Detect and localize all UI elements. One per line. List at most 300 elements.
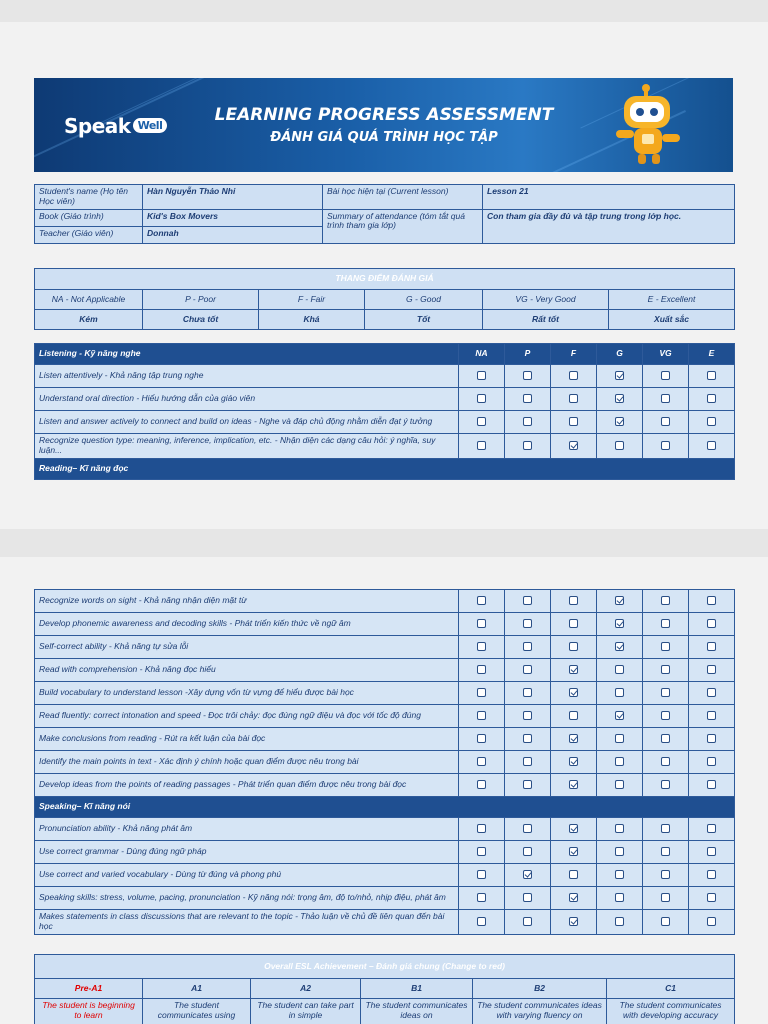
- rating-checkbox[interactable]: [477, 870, 486, 879]
- rating-cell: [551, 613, 597, 636]
- rating-cell: [505, 864, 551, 887]
- rating-checkbox[interactable]: [569, 824, 578, 833]
- skill-label: Listen attentively - Khả năng tập trung nghe: [35, 365, 459, 388]
- rating-checkbox[interactable]: [569, 441, 578, 450]
- rating-checkbox[interactable]: [615, 665, 624, 674]
- skill-row: [35, 910, 735, 935]
- skill-label: Identify the main points in text - Xác định ý chính hoặc quan điểm được nêu trong bài: [35, 751, 459, 774]
- rating-checkbox[interactable]: [569, 917, 578, 926]
- rating-checkbox[interactable]: [615, 619, 624, 628]
- level-a1[interactable]: A1: [143, 979, 251, 999]
- skill-label: Build vocabulary to understand lesson -Xây dựng vốn từ vựng để hiểu được bài học: [35, 682, 459, 705]
- rating-cell: [459, 636, 505, 659]
- rating-column-header: F: [551, 344, 597, 365]
- level-description: The student communicates with developing accuracy: [607, 999, 735, 1024]
- rating-cell: [597, 751, 643, 774]
- rating-cell: [689, 751, 735, 774]
- rating-checkbox[interactable]: [661, 870, 670, 879]
- rating-cell: [459, 910, 505, 935]
- rating-checkbox[interactable]: [477, 734, 486, 743]
- rating-cell: [597, 818, 643, 841]
- section-header: [35, 344, 735, 365]
- rating-checkbox[interactable]: [477, 917, 486, 926]
- rating-column-header: E: [689, 344, 735, 365]
- rating-cell: [597, 841, 643, 864]
- rating-cell: [459, 434, 505, 459]
- rating-cell: [459, 388, 505, 411]
- rating-cell: [597, 774, 643, 797]
- section-title: Listening - Kỹ năng nghe: [35, 344, 459, 365]
- teacher-value: Donnah: [143, 226, 323, 243]
- level-c1[interactable]: C1: [607, 979, 735, 999]
- skill-label: Read with comprehension - Khả năng đọc hiểu: [35, 659, 459, 682]
- rating-cell: [505, 841, 551, 864]
- skill-row: [35, 841, 735, 864]
- scale-code: E - Excellent: [609, 290, 735, 310]
- rating-cell: [551, 818, 597, 841]
- rating-checkbox[interactable]: [477, 847, 486, 856]
- rating-checkbox[interactable]: [615, 847, 624, 856]
- rating-checkbox[interactable]: [477, 893, 486, 902]
- rating-cell: [551, 751, 597, 774]
- rating-checkbox[interactable]: [615, 870, 624, 879]
- rating-cell: [597, 388, 643, 411]
- skill-row: [35, 887, 735, 910]
- skill-label: Make conclusions from reading - Rút ra kết luận của bài đọc: [35, 728, 459, 751]
- skill-row: [35, 659, 735, 682]
- rating-cell: [551, 728, 597, 751]
- skill-row: [35, 774, 735, 797]
- skill-row: [35, 590, 735, 613]
- banner-title-en: LEARNING PROGRESS ASSESSMENT: [214, 105, 554, 125]
- rating-column-header: VG: [643, 344, 689, 365]
- scale-code: G - Good: [365, 290, 483, 310]
- rating-checkbox[interactable]: [661, 417, 670, 426]
- rating-cell: [505, 910, 551, 935]
- skill-label: Speaking skills: stress, volume, pacing, pronunciation - Kỹ năng nói: trọng âm, độ to/nhỏ, nhịp điệu, phát âm: [35, 887, 459, 910]
- skill-label: Develop phonemic awareness and decoding skills - Phát triển kiến thức về ngữ âm: [35, 613, 459, 636]
- rating-checkbox[interactable]: [615, 371, 624, 380]
- rating-cell: [643, 774, 689, 797]
- rating-cell: [505, 613, 551, 636]
- rating-cell: [505, 705, 551, 728]
- rating-cell: [505, 590, 551, 613]
- rating-checkbox[interactable]: [569, 619, 578, 628]
- rating-cell: [597, 613, 643, 636]
- rating-cell: [597, 365, 643, 388]
- level-description: The student communicates using: [143, 999, 251, 1024]
- rating-checkbox[interactable]: [569, 394, 578, 403]
- rating-cell: [689, 434, 735, 459]
- rating-checkbox[interactable]: [523, 417, 532, 426]
- skill-label: Self-correct ability - Khả năng tự sửa lỗi: [35, 636, 459, 659]
- rating-checkbox[interactable]: [569, 371, 578, 380]
- section-title: Reading– Kĩ năng đọc: [35, 458, 735, 479]
- section-title: Speaking– Kĩ năng nói: [35, 797, 735, 818]
- rating-checkbox[interactable]: [569, 711, 578, 720]
- rating-cell: [643, 818, 689, 841]
- rating-checkbox[interactable]: [707, 665, 716, 674]
- rating-checkbox[interactable]: [477, 619, 486, 628]
- rating-cell: [459, 613, 505, 636]
- skill-row: [35, 636, 735, 659]
- rating-checkbox[interactable]: [707, 596, 716, 605]
- rating-cell: [643, 434, 689, 459]
- rating-checkbox[interactable]: [523, 893, 532, 902]
- rating-checkbox[interactable]: [707, 371, 716, 380]
- rating-checkbox[interactable]: [661, 711, 670, 720]
- rating-checkbox[interactable]: [707, 441, 716, 450]
- rating-cell: [597, 728, 643, 751]
- rating-checkbox[interactable]: [661, 917, 670, 926]
- rating-checkbox[interactable]: [523, 441, 532, 450]
- rating-checkbox[interactable]: [569, 734, 578, 743]
- level-a2[interactable]: A2: [251, 979, 361, 999]
- rating-cell: [551, 682, 597, 705]
- rating-checkbox[interactable]: [661, 665, 670, 674]
- skill-row: [35, 613, 735, 636]
- rating-cell: [689, 887, 735, 910]
- rating-cell: [551, 887, 597, 910]
- rating-checkbox[interactable]: [523, 870, 532, 879]
- scale-meaning: Xuất sắc: [609, 310, 735, 330]
- rating-checkbox[interactable]: [615, 688, 624, 697]
- rating-checkbox[interactable]: [707, 847, 716, 856]
- rating-cell: [551, 365, 597, 388]
- rating-checkbox[interactable]: [707, 394, 716, 403]
- rating-checkbox[interactable]: [523, 917, 532, 926]
- scale-code: NA - Not Applicable: [35, 290, 143, 310]
- skill-label: Listen and answer actively to connect and build on ideas - Nghe và đáp chủ động nhằm diễn đạt ý tưởng: [35, 411, 459, 434]
- rating-checkbox[interactable]: [477, 642, 486, 651]
- rating-checkbox[interactable]: [615, 441, 624, 450]
- rating-cell: [505, 365, 551, 388]
- skill-row: [35, 682, 735, 705]
- rating-checkbox[interactable]: [707, 642, 716, 651]
- rating-cell: [505, 818, 551, 841]
- rating-cell: [551, 864, 597, 887]
- attendance-label: Summary of attendance (tóm tắt quá trình tham gia lớp): [323, 209, 483, 243]
- scale-meaning: Khá: [259, 310, 365, 330]
- rating-cell: [459, 411, 505, 434]
- rating-checkbox[interactable]: [661, 642, 670, 651]
- rating-checkbox[interactable]: [661, 824, 670, 833]
- achievement-title: Overall ESL Achievement – Đánh giá chung (Change to red): [35, 955, 735, 979]
- teacher-label: Teacher (Giáo viên): [35, 226, 143, 243]
- rating-checkbox[interactable]: [523, 642, 532, 651]
- rating-checkbox[interactable]: [477, 417, 486, 426]
- banner-title-vi: ĐÁNH GIÁ QUÁ TRÌNH HỌC TẬP: [270, 130, 498, 145]
- rating-cell: [643, 728, 689, 751]
- rating-checkbox[interactable]: [523, 371, 532, 380]
- student-name-label: Student's name (Họ tên Học viên): [35, 185, 143, 210]
- rating-checkbox[interactable]: [523, 757, 532, 766]
- rating-checkbox[interactable]: [707, 734, 716, 743]
- rating-cell: [643, 682, 689, 705]
- rating-cell: [643, 910, 689, 935]
- rating-cell: [505, 682, 551, 705]
- rating-checkbox[interactable]: [615, 417, 624, 426]
- rating-cell: [597, 887, 643, 910]
- rating-checkbox[interactable]: [707, 757, 716, 766]
- rating-cell: [643, 411, 689, 434]
- rating-checkbox[interactable]: [523, 847, 532, 856]
- rating-checkbox[interactable]: [661, 893, 670, 902]
- rating-cell: [505, 887, 551, 910]
- rating-checkbox[interactable]: [477, 688, 486, 697]
- rating-cell: [689, 636, 735, 659]
- rating-cell: [459, 659, 505, 682]
- scale-meaning: Tốt: [365, 310, 483, 330]
- rating-scale-table: [34, 268, 735, 330]
- rating-cell: [597, 705, 643, 728]
- rating-checkbox[interactable]: [707, 870, 716, 879]
- rating-cell: [551, 774, 597, 797]
- rating-checkbox[interactable]: [523, 596, 532, 605]
- rating-cell: [459, 887, 505, 910]
- rating-cell: [459, 818, 505, 841]
- rating-checkbox[interactable]: [661, 734, 670, 743]
- speakwell-logo: Speak Well: [64, 114, 167, 138]
- rating-cell: [459, 705, 505, 728]
- rating-column-header: NA: [459, 344, 505, 365]
- rating-checkbox[interactable]: [707, 917, 716, 926]
- rating-checkbox[interactable]: [661, 847, 670, 856]
- rating-checkbox[interactable]: [569, 757, 578, 766]
- overall-achievement-table: [34, 954, 735, 1024]
- rating-checkbox[interactable]: [569, 847, 578, 856]
- rating-checkbox[interactable]: [707, 780, 716, 789]
- skill-row: [35, 751, 735, 774]
- rating-cell: [505, 728, 551, 751]
- rating-cell: [643, 636, 689, 659]
- skill-row: [35, 818, 735, 841]
- attendance-value: Con tham gia đầy đủ và tập trung trong lớp học.: [483, 209, 735, 243]
- rating-checkbox[interactable]: [569, 780, 578, 789]
- rating-checkbox[interactable]: [661, 441, 670, 450]
- reading-speaking-skills-table: [34, 589, 735, 935]
- rating-column-header: G: [597, 344, 643, 365]
- skill-label: Recognize words on sight - Khả năng nhận diện mặt từ: [35, 590, 459, 613]
- rating-cell: [689, 411, 735, 434]
- rating-cell: [689, 818, 735, 841]
- student-name-value: Hàn Nguyễn Thảo Nhi: [143, 185, 323, 210]
- skill-row: [35, 411, 735, 434]
- rating-checkbox[interactable]: [707, 824, 716, 833]
- rating-checkbox[interactable]: [477, 596, 486, 605]
- skill-label: Use correct grammar - Dùng đúng ngữ pháp: [35, 841, 459, 864]
- rating-checkbox[interactable]: [661, 780, 670, 789]
- rating-column-header: P: [505, 344, 551, 365]
- current-lesson-label: Bài học hiện tại (Current lesson): [323, 185, 483, 210]
- rating-cell: [689, 365, 735, 388]
- rating-checkbox[interactable]: [477, 711, 486, 720]
- rating-checkbox[interactable]: [477, 665, 486, 674]
- rating-cell: [551, 659, 597, 682]
- book-value: Kid's Box Movers: [143, 209, 323, 226]
- rating-checkbox[interactable]: [615, 642, 624, 651]
- rating-cell: [551, 411, 597, 434]
- rating-checkbox[interactable]: [523, 394, 532, 403]
- student-info-table: [34, 184, 735, 244]
- rating-checkbox[interactable]: [523, 734, 532, 743]
- rating-cell: [459, 751, 505, 774]
- scale-code: F - Fair: [259, 290, 365, 310]
- rating-checkbox[interactable]: [523, 665, 532, 674]
- rating-cell: [689, 590, 735, 613]
- rating-checkbox[interactable]: [523, 780, 532, 789]
- rating-cell: [505, 659, 551, 682]
- skill-label: Pronunciation ability - Khả năng phát âm: [35, 818, 459, 841]
- robot-mascot-icon: [612, 82, 690, 168]
- rating-checkbox[interactable]: [569, 417, 578, 426]
- rating-checkbox[interactable]: [523, 688, 532, 697]
- section-header: [35, 458, 735, 479]
- scale-code: VG - Very Good: [483, 290, 609, 310]
- skill-label: Makes statements in class discussions that are relevant to the topic - Thảo luận về chủ đề liên quan đến bài học: [35, 910, 459, 935]
- rating-checkbox[interactable]: [615, 824, 624, 833]
- rating-cell: [643, 705, 689, 728]
- skill-label: Recognize question type: meaning, inference, implication, etc. - Nhận diện các dạng câu hỏi: ý nghĩa, suy luận...: [35, 434, 459, 459]
- skill-row: [35, 728, 735, 751]
- rating-checkbox[interactable]: [477, 757, 486, 766]
- rating-cell: [597, 411, 643, 434]
- rating-cell: [597, 682, 643, 705]
- skill-label: Read fluently: correct intonation and speed - Đọc trôi chảy: đọc đúng ngữ điệu và đọc với tốc độ đúng: [35, 705, 459, 728]
- skill-row: [35, 864, 735, 887]
- rating-cell: [551, 434, 597, 459]
- skill-label: Develop ideas from the points of reading passages - Phát triển quan điểm được nêu trong bài đọc: [35, 774, 459, 797]
- rating-cell: [689, 682, 735, 705]
- scale-meaning: Kém: [35, 310, 143, 330]
- rating-checkbox[interactable]: [707, 619, 716, 628]
- rating-cell: [505, 636, 551, 659]
- rating-checkbox[interactable]: [477, 780, 486, 789]
- rating-cell: [505, 751, 551, 774]
- rating-cell: [643, 841, 689, 864]
- rating-checkbox[interactable]: [615, 734, 624, 743]
- rating-cell: [551, 910, 597, 935]
- level-description: The student is beginning to learn: [35, 999, 143, 1024]
- rating-cell: [689, 728, 735, 751]
- rating-checkbox[interactable]: [523, 619, 532, 628]
- rating-cell: [551, 841, 597, 864]
- rating-cell: [643, 659, 689, 682]
- skill-row: [35, 434, 735, 459]
- rating-checkbox[interactable]: [615, 780, 624, 789]
- rating-checkbox[interactable]: [615, 596, 624, 605]
- skill-row: [35, 705, 735, 728]
- current-lesson-value: Lesson 21: [483, 185, 735, 210]
- rating-cell: [689, 705, 735, 728]
- rating-checkbox[interactable]: [661, 688, 670, 697]
- skill-row: [35, 388, 735, 411]
- rating-checkbox[interactable]: [661, 619, 670, 628]
- rating-checkbox[interactable]: [661, 757, 670, 766]
- skill-label: Use correct and varied vocabulary - Dùng từ đúng và phong phú: [35, 864, 459, 887]
- rating-cell: [643, 887, 689, 910]
- level-description: The student communicates ideas with varying fluency on: [473, 999, 607, 1024]
- rating-cell: [459, 774, 505, 797]
- rating-checkbox[interactable]: [661, 371, 670, 380]
- level-pre-a1[interactable]: Pre-A1: [35, 979, 143, 999]
- rating-cell: [643, 864, 689, 887]
- rating-cell: [459, 841, 505, 864]
- rating-checkbox[interactable]: [569, 870, 578, 879]
- rating-checkbox[interactable]: [477, 371, 486, 380]
- rating-checkbox[interactable]: [707, 893, 716, 902]
- rating-cell: [551, 705, 597, 728]
- scale-code: P - Poor: [143, 290, 259, 310]
- rating-checkbox[interactable]: [569, 688, 578, 697]
- rating-checkbox[interactable]: [615, 917, 624, 926]
- rating-cell: [597, 434, 643, 459]
- rating-checkbox[interactable]: [477, 824, 486, 833]
- rating-cell: [643, 365, 689, 388]
- rating-checkbox[interactable]: [569, 893, 578, 902]
- book-label: Book (Giáo trình): [35, 209, 143, 226]
- rating-cell: [459, 728, 505, 751]
- rating-cell: [689, 910, 735, 935]
- rating-cell: [689, 388, 735, 411]
- scale-meaning: Rất tốt: [483, 310, 609, 330]
- rating-cell: [689, 841, 735, 864]
- rating-checkbox[interactable]: [615, 893, 624, 902]
- rating-cell: [689, 613, 735, 636]
- rating-checkbox[interactable]: [707, 417, 716, 426]
- rating-checkbox[interactable]: [477, 441, 486, 450]
- rating-checkbox[interactable]: [477, 394, 486, 403]
- rating-cell: [505, 411, 551, 434]
- rating-cell: [597, 636, 643, 659]
- rating-cell: [459, 365, 505, 388]
- rating-cell: [551, 388, 597, 411]
- rating-checkbox[interactable]: [615, 711, 624, 720]
- skill-row: [35, 365, 735, 388]
- level-description: The student communicates ideas on: [361, 999, 473, 1024]
- rating-cell: [597, 864, 643, 887]
- rating-cell: [505, 774, 551, 797]
- rating-checkbox[interactable]: [661, 596, 670, 605]
- rating-cell: [643, 590, 689, 613]
- rating-cell: [643, 613, 689, 636]
- rating-checkbox[interactable]: [523, 824, 532, 833]
- rating-checkbox[interactable]: [523, 711, 532, 720]
- rating-checkbox[interactable]: [707, 711, 716, 720]
- header-banner: [34, 78, 733, 172]
- rating-cell: [689, 864, 735, 887]
- rating-checkbox[interactable]: [569, 642, 578, 651]
- skill-label: Understand oral direction - Hiểu hướng dẫn của giáo viên: [35, 388, 459, 411]
- scale-meaning: Chưa tốt: [143, 310, 259, 330]
- rating-cell: [597, 590, 643, 613]
- rating-checkbox[interactable]: [569, 596, 578, 605]
- rating-checkbox[interactable]: [569, 665, 578, 674]
- rating-cell: [689, 774, 735, 797]
- rating-checkbox[interactable]: [707, 688, 716, 697]
- level-description: The student can take part in simple: [251, 999, 361, 1024]
- rating-checkbox[interactable]: [661, 394, 670, 403]
- listening-skills-table: [34, 343, 735, 480]
- level-b2[interactable]: B2: [473, 979, 607, 999]
- rating-checkbox[interactable]: [615, 757, 624, 766]
- rating-cell: [643, 751, 689, 774]
- level-b1[interactable]: B1: [361, 979, 473, 999]
- rating-checkbox[interactable]: [615, 394, 624, 403]
- rating-cell: [505, 434, 551, 459]
- rating-cell: [551, 636, 597, 659]
- rating-cell: [551, 590, 597, 613]
